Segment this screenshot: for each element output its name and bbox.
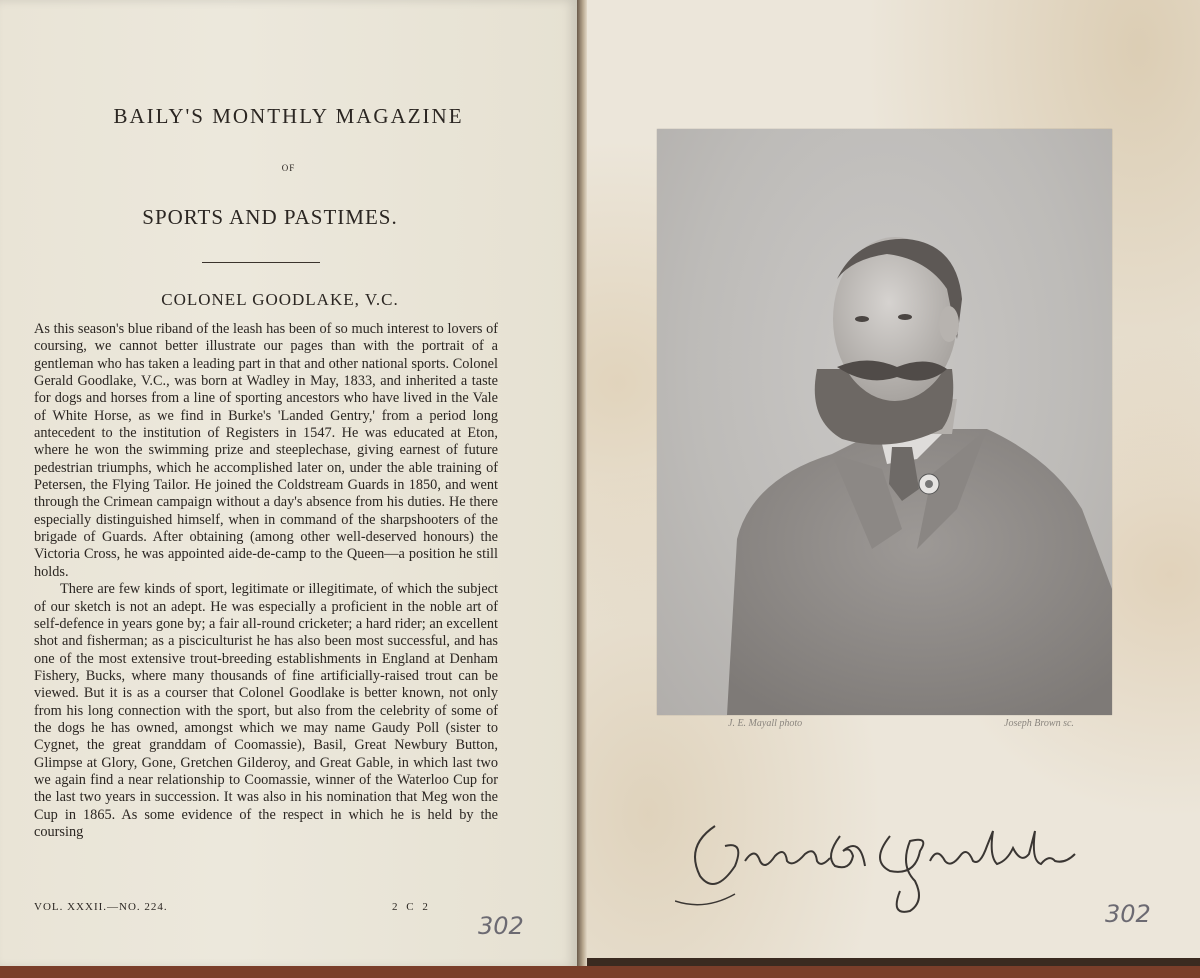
- table-edge: [0, 966, 1200, 978]
- footer-signature-mark: 2 C 2: [392, 901, 431, 913]
- engraver-credit: Joseph Brown sc.: [1004, 718, 1074, 729]
- article-body: [34, 321, 498, 841]
- footer-volume: VOL. XXXII.—NO. 224.: [34, 901, 168, 913]
- signature-drawing: [675, 806, 1085, 916]
- magazine-subtitle: SPORTS AND PASTIMES.: [142, 205, 398, 229]
- pencil-page-number: 302: [1105, 900, 1151, 928]
- right-page: [587, 0, 1200, 958]
- article-paragraph-2: There are few kinds of sport, legitimate or illegitimate, of which the subject of our sketch is not an adept. He was especially a proficient in the noble art of self-defence in years gone by; a fair all-round cricketer; a hard rider; an excellent shot and fisherman; as a pisciculturist he has also been most successful, and has one of the most extensive trout-breeding establishments in England at Denham Fishery, Bucks, where many thousands of fine artificially-raised trout can be viewed. But it is as a courser that Colonel Goodlake is better known, not only from his long connection with the sport, but also from the celebrity of some of the dogs he has owned, amongst which we may name Gaudy Poll (sister to Cygnet, the great granddam of Coomassie), Basil, Great Newbury Button, Glimpse at Glory, Gone, Gretchen Gilderoy, and Great Gable, in which last two we again find a near relationship to Coomassie, winner of the Waterloo Cup for the last two years in succession. It was also in his nomination that Meg won the Cup in 1865. As some evidence of the respect in which he is held by the coursing: [34, 581, 499, 840]
- article-paragraph-1: As this season's blue riband of the leash has been of so much interest to lovers of coursing, we cannot better illustrate our pages than with the portrait of a gentleman who has taken a leading part in that and other national sports. Colonel Gerald Goodlake, V.C., was born at Wadley in May, 1833, and inherited a taste for dogs and horses from a line of sporting ancestors who have lived in the Vale of White Horse, as we find in Burke's 'Landed Gentry,' from a period long antecedent to the institution of Registers in 1547. He was educated at Eton, where he won the swimming prize and steeplechase, giving earnest of future pedestrian triumphs, which he accomplished later on, under the able training of Petersen, the Flying Tailor. He joined the Coldstream Guards in 1850, and went through the Crimean campaign without a day's absence from his duties. He there especially distinguished himself, when in command of the sharpshooters of the brigade of Guards. After obtaining (among other well-deserved honours) the Victoria Cross, he was appointed aide-de-camp to the Queen—a position he still holds.: [34, 321, 498, 580]
- title-rule: [202, 262, 320, 263]
- portrait-plate: [657, 129, 1112, 715]
- magazine-title: BAILY'S MONTHLY MAGAZINE: [113, 104, 464, 128]
- left-page: [0, 0, 577, 968]
- book-gutter: [577, 0, 587, 968]
- portrait-engraving: [657, 129, 1112, 715]
- article-heading: COLONEL GOODLAKE, V.C.: [161, 290, 399, 309]
- photographer-credit: J. E. Mayall photo: [728, 718, 803, 729]
- pencil-page-number: 302: [478, 912, 524, 940]
- handwritten-signature: [675, 806, 1085, 921]
- title-connector: OF: [281, 163, 296, 173]
